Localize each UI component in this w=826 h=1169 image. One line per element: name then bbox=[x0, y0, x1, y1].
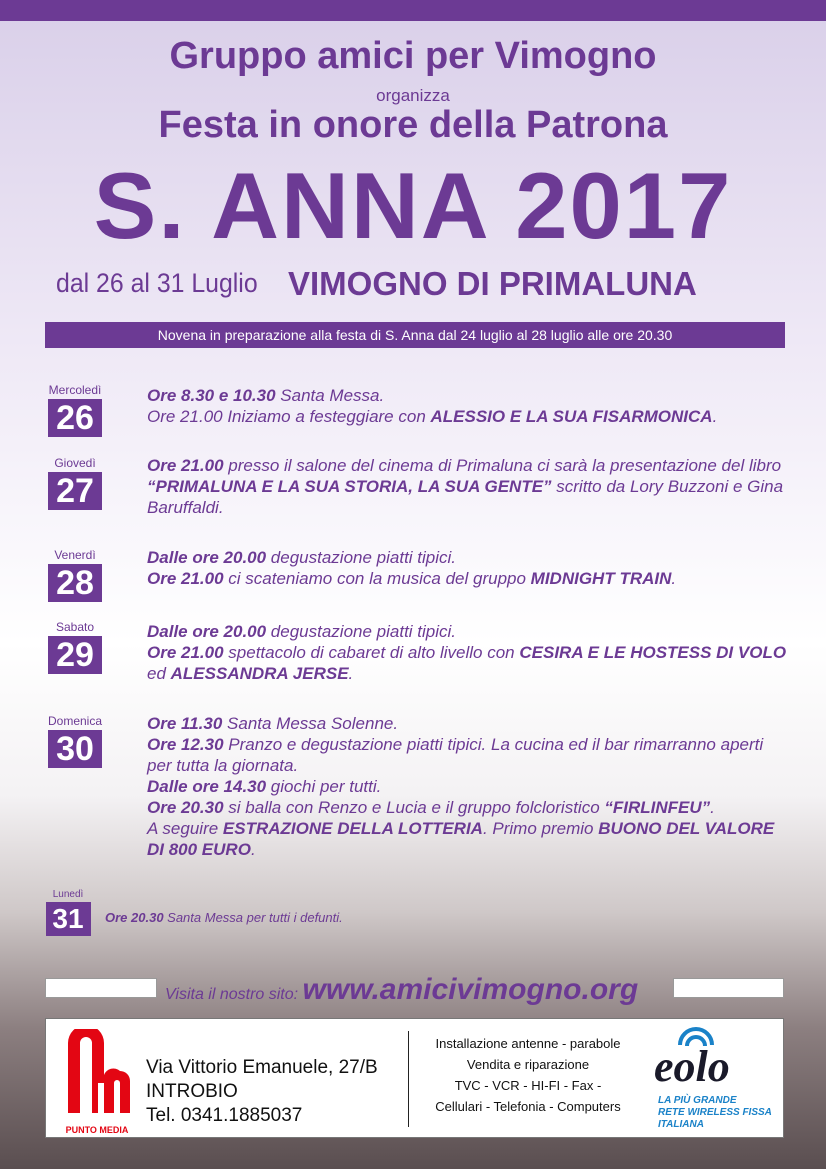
sponsor-footer bbox=[45, 1018, 784, 1138]
day-number: 27 bbox=[48, 472, 102, 510]
event-text: Santa Messa per tutti i defunti. bbox=[163, 910, 343, 925]
event-text: ci scateniamo con la musica del gruppo bbox=[223, 569, 531, 588]
event-text: scritto da Lory Buzzoni e Gina Baruffaldi. bbox=[147, 477, 784, 517]
blank-box-right bbox=[673, 978, 784, 998]
address-street: Via Vittorio Emanuele, 27/B bbox=[146, 1057, 378, 1078]
footer-divider bbox=[408, 1031, 409, 1127]
events-30 bbox=[147, 713, 787, 860]
top-bar bbox=[0, 0, 826, 21]
services-list bbox=[416, 1033, 640, 1117]
event-text: . bbox=[710, 798, 715, 817]
day-badge-30 bbox=[44, 714, 106, 768]
day-number: 29 bbox=[48, 636, 102, 674]
event-highlight: MIDNIGHT TRAIN bbox=[530, 569, 672, 588]
eolo-wordmark: eolo bbox=[654, 1042, 730, 1091]
main-title: S. ANNA 2017 bbox=[93, 153, 733, 258]
events-27 bbox=[147, 455, 787, 518]
event-text: A seguire bbox=[147, 819, 223, 838]
event-time: Ore 21.00 bbox=[147, 569, 224, 588]
address-town: INTROBIO bbox=[146, 1081, 238, 1102]
event-highlight: “FIRLINFEU” bbox=[604, 798, 711, 817]
service-line: Vendita e riparazione bbox=[466, 1057, 590, 1072]
service-line: Installazione antenne - parabole bbox=[435, 1036, 621, 1051]
day-number: 26 bbox=[48, 399, 102, 437]
event-text: degustazione piatti tipici. bbox=[266, 548, 457, 567]
event-text: . bbox=[712, 407, 718, 426]
day-name: Venerdì bbox=[54, 548, 96, 562]
day-number: 28 bbox=[48, 564, 102, 602]
organizza-text: organizza bbox=[376, 86, 450, 105]
event-text: Santa Messa Solenne. bbox=[222, 714, 399, 733]
event-highlight: CESIRA E LE HOSTESS DI VOLO bbox=[519, 643, 787, 662]
dates-line bbox=[56, 265, 786, 302]
event-text: . bbox=[250, 840, 256, 859]
website-url[interactable]: www.amicivimogno.org bbox=[302, 973, 639, 1006]
event-text: spettacolo di cabaret di alto livello con bbox=[223, 643, 520, 662]
event-time: Ore 21.00 bbox=[147, 643, 224, 662]
event-text: . Primo premio bbox=[482, 819, 599, 838]
day-name: Mercoledì bbox=[48, 383, 102, 397]
event-text: Pranzo e degustazione piatti tipici. La cucina ed il bar rimarranno aperti per tutta la giornata. bbox=[147, 735, 764, 775]
events-29 bbox=[147, 621, 787, 684]
tagline-line: RETE WIRELESS FISSA bbox=[658, 1107, 772, 1118]
tagline-line: LA PIÙ GRANDE bbox=[658, 1095, 737, 1106]
day-badge-26 bbox=[44, 383, 106, 437]
day-name: Lunedì bbox=[52, 889, 84, 900]
events-26 bbox=[147, 385, 787, 427]
logo-text: PUNTO MEDIA bbox=[65, 1125, 129, 1135]
day-number: 31 bbox=[46, 902, 91, 936]
event-highlight: ESTRAZIONE DELLA LOTTERIA bbox=[222, 819, 483, 838]
phone-number: Tel. 0341.1885037 bbox=[146, 1105, 303, 1126]
day-badge-28 bbox=[44, 548, 106, 602]
date-range: dal 26 al 31 Luglio bbox=[56, 268, 258, 298]
day-name: Sabato bbox=[55, 620, 95, 634]
event-text: giochi per tutti. bbox=[266, 777, 382, 796]
day-badge-29 bbox=[44, 620, 106, 674]
event-time: Ore 21.00 bbox=[147, 456, 224, 475]
event-highlight: “PRIMALUNA E LA SUA STORIA, LA SUA GENTE” bbox=[147, 477, 552, 496]
event-time: Ore 11.30 bbox=[147, 714, 223, 733]
event-time: Ore 12.30 bbox=[147, 735, 224, 754]
punto-media-logo bbox=[62, 1029, 132, 1137]
event-text: si balla con Renzo e Lucia e il gruppo folcloristico bbox=[223, 798, 605, 817]
event-highlight: ALESSANDRA JERSE bbox=[170, 664, 349, 683]
events-31 bbox=[105, 910, 343, 925]
event-highlight: ALESSIO E LA SUA FISARMONICA bbox=[430, 407, 713, 426]
event-time: Ore 20.30 bbox=[147, 798, 224, 817]
event-highlight: BUONO DEL VALORE DI 800 EURO bbox=[147, 819, 775, 859]
service-line: TVC - VCR - HI-FI - Fax - bbox=[454, 1078, 602, 1093]
eolo-tagline bbox=[658, 1095, 772, 1131]
novena-banner: Novena in preparazione alla festa di S. Anna dal 24 luglio al 28 luglio alle ore 20.30 bbox=[45, 322, 785, 348]
group-name: Gruppo amici per Vimogno bbox=[169, 35, 657, 77]
day-name: Domenica bbox=[47, 714, 103, 728]
event-text: Ore 21.00 Iniziamo a festeggiare con bbox=[147, 407, 431, 426]
events-28 bbox=[147, 547, 787, 589]
event-text: . bbox=[348, 664, 354, 683]
tagline-line: ITALIANA bbox=[658, 1119, 704, 1130]
event-text: Santa Messa. bbox=[275, 386, 385, 405]
service-line: Cellulari - Telefonia - Computers bbox=[435, 1099, 621, 1114]
day-badge-31 bbox=[40, 889, 96, 936]
event-text: . bbox=[671, 569, 677, 588]
event-time: Ore 20.30 bbox=[105, 910, 164, 925]
blank-box-left bbox=[45, 978, 157, 998]
event-time: Dalle ore 20.00 bbox=[147, 622, 267, 641]
event-text: degustazione piatti tipici. bbox=[266, 622, 457, 641]
website-label: Visita il nostro sito: bbox=[165, 986, 299, 1003]
day-number: 30 bbox=[48, 730, 102, 768]
day-name: Giovedì bbox=[54, 456, 96, 470]
place-name: VIMOGNO DI PRIMALUNA bbox=[288, 265, 697, 302]
festa-title: Festa in onore della Patrona bbox=[158, 104, 668, 146]
day-badge-27 bbox=[44, 456, 106, 510]
event-time: Ore 8.30 e 10.30 bbox=[147, 386, 276, 405]
event-text: presso il salone del cinema di Primaluna ci sarà la presentazione del libro bbox=[223, 456, 782, 475]
event-time: Dalle ore 14.30 bbox=[147, 777, 267, 796]
address-block bbox=[146, 1056, 378, 1128]
website-line bbox=[165, 973, 638, 1007]
event-text: ed bbox=[147, 664, 171, 683]
event-time: Dalle ore 20.00 bbox=[147, 548, 267, 567]
